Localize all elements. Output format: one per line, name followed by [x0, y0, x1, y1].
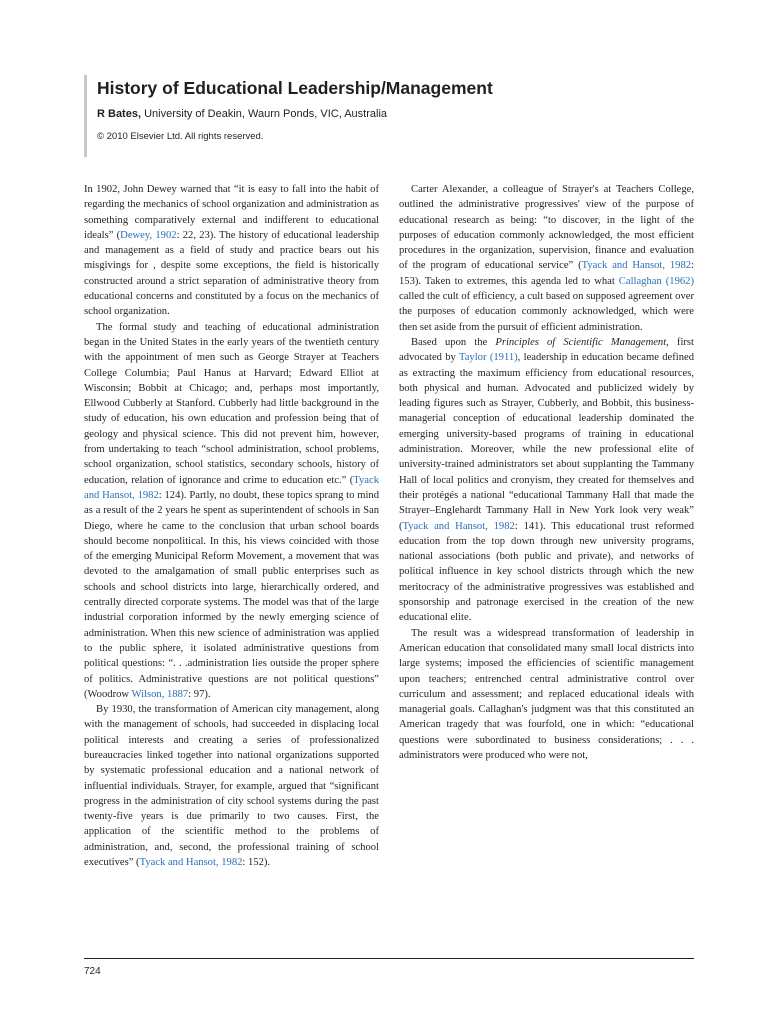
copyright-notice: © 2010 Elsevier Ltd. All rights reserved. [97, 131, 264, 142]
italic-title: Principles of Scientific Management [495, 336, 667, 348]
paragraph-2: The formal study and teaching of educational administration began in the United States in the early years of the twentieth century with the appointment of men such as George Strayer at Teachers College Columbia; Paul Hanus at Harvard; Edward Elliot at Wisconsin; Bobbit at Chicago; and, perhaps most importantly, Ellwood Cubberly at Stanford. Cubberly had little background in the study of education, his own education and profession being that of geology and physical science. This did not prevent him, however, from undertaking to teach “school administration, school problems, school organization, school statistics, secondary schools, history of education, relation of ignorance and crime to education etc.” (Tyack and Hansot, 1982: 124). Partly, no doubt, these topics sprang to mind as a result of the 2 years he spent as superintendent of schools in San Diego, where he came to the conclusion that urban school boards should become nonpolitical. In this, his views coincided with those of the emerging Municipal Reform Movement, a movement that was devoted to the amalgamation of small public enterprises such as schools and school districts into large, hierarchically ordered, and centrally directed corporate systems. The model was that of the large industrial corporation informed by the newly emerging science of administration. When this new science of administration was applied to the public sphere, it isolated administrative questions from political questions: “. . .administration lies outside the proper sphere of politics. Administrative questions are not political questions” (Woodrow Wilson, 1887: 97). [84, 321, 379, 700]
paragraph-5: Based upon the Principles of Scientific Management, first advocated by Taylor (1911), leadership in education became defined as extracting the maximum efficiency from educational resources, both physical and human. Advocated and publicized widely by leading figures such as Strayer, Cubberly, and Bobbit, this business-managerial conception of educational leadership dominated the emerging university-based programs of training in educational administration. Moreover, while the new professional elite of university-trained administrators set about supplanting the Tammany Hall of local politics and cronyism, they created for themselves and their protégés a national “educational Tammany Hall that made the Strayer–Englehardt Tammany Hall in New York look very weak” (Tyack and Hansot, 1982: 141). This educational trust reformed education from the top down through new university programs, national associations (both public and private), and networks of political influence in key school districts through which the new meritocracy of the administrative progressives was established and sponsorship and patronage exercised in the creation of the new educational elite. [399, 336, 694, 624]
paragraph-4: Carter Alexander, a colleague of Strayer's at Teachers College, outlined the administrative progressives' view of the purpose of educational research as being: “to discover, in the light of the purposes of education commonly acknowledged, the most efficient procedures in the organization, supervision, finance and evaluation of the program of educational service” (Tyack and Hansot, 1982: 153). Taken to extremes, this agenda led to what Callaghan (1962) called the cult of efficiency, a cult based on supposed agreement over the purposes of education commonly acknowledged, which were then set aside from the pursuit of efficient administration. [399, 184, 694, 333]
paragraph-6: The result was a widespread transformation of leadership in American education that consolidated many small local districts into large systems; imposed the efficiencies of scientific management upon teachers; entrenched central administrative control over curriculum and assessment; and replaced educational ideals with managerial goals. Callaghan's judgment was that this constituted an American tragedy that was fourfold, one in which: “educational questions were subordinated to business considerations; . . . administrators were produced who were not, [399, 627, 694, 761]
citation-link[interactable]: Tyack and Hansot, 1982 [84, 474, 379, 501]
article-title: History of Educational Leadership/Management [97, 78, 493, 98]
footer-rule [84, 958, 694, 959]
body-column-right [399, 182, 694, 763]
citation-link[interactable]: Wilson, 1887 [131, 688, 189, 700]
citation-link[interactable]: Tyack and Hansot, 1982 [402, 520, 515, 532]
citation-link[interactable]: Taylor (1911) [459, 352, 518, 364]
citation-link[interactable]: Tyack and Hansot, 1982 [139, 857, 243, 869]
body-column-left [84, 182, 379, 870]
paragraph-3: By 1930, the transformation of American city management, along with the management of schools, had succeeded in displacing local political interests and creating a series of professionalized bureaucracies linked together into national organizations supported by systematic professional education and a national network of influential individuals. Strayer, for example, argued that “significant progress in the administration of city school systems during the past twenty-five years is due primarily to two causes. First, the application of the scientific method to the problems of administration, and, second, the professional training of school executives” (Tyack and Hansot, 1982: 152). [84, 704, 379, 869]
citation-link[interactable]: Dewey, 1902 [120, 229, 177, 241]
citation-link[interactable]: Callaghan (1962) [618, 275, 694, 287]
paragraph-1: In 1902, John Dewey warned that “it is easy to fall into the habit of regarding the mechanics of school organization and administration as something comparatively external and indifferent to educational ideals” (Dewey, 1902: 22, 23). The history of educational leadership and management as a field of study and practice bears out his misgivings for , despite some exceptions, the field is historically constructed around a strict separation of administrative theory from educational concerns and constituted by a focus on the mechanics of school organization. [84, 184, 379, 318]
author-affiliation: University of Deakin, Waurn Ponds, VIC, Australia [141, 108, 388, 120]
author-name: R Bates, [97, 108, 142, 120]
header-accent-bar [84, 75, 87, 157]
citation-link[interactable]: Tyack and Hansot, 1982 [581, 260, 692, 272]
page-number: 724 [84, 966, 101, 977]
author-byline [97, 108, 387, 120]
